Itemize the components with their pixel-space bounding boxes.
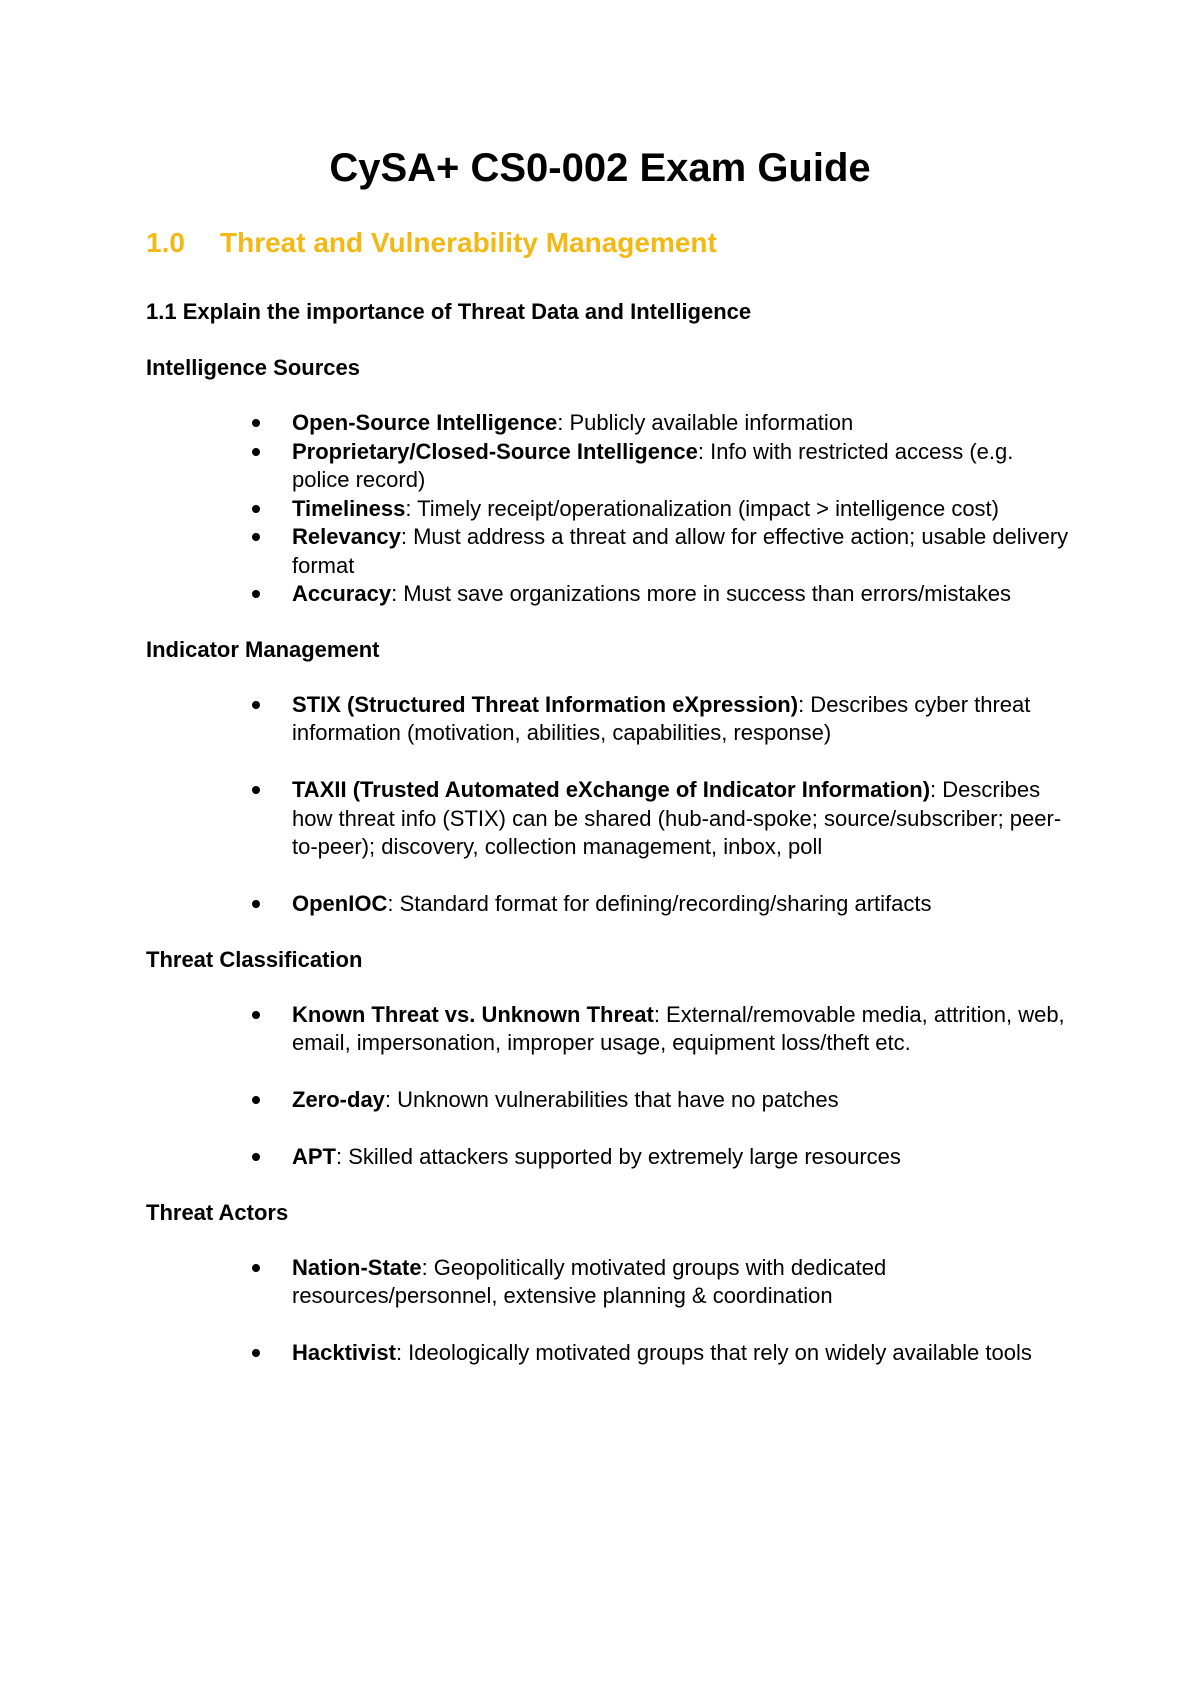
item-description: : Unknown vulnerabilities that have no patches	[384, 1087, 839, 1112]
list-item	[146, 438, 1072, 495]
subsection-heading: 1.1 Explain the importance of Threat Data and Intelligence	[146, 299, 752, 324]
item-description: : Ideologically motivated groups that rely on widely available tools	[395, 1340, 1032, 1365]
item-term: TAXII (Trusted Automated eXchange of Indicator Information)	[292, 777, 931, 802]
item-description: : Standard format for defining/recording/sharing artifacts	[387, 891, 932, 916]
item-term: APT	[292, 1144, 336, 1169]
item-term: Relevancy	[292, 524, 401, 549]
list-item	[146, 1254, 1072, 1311]
item-description: : Skilled attackers supported by extremely large resources	[336, 1144, 901, 1169]
item-description: : Info with restricted access (e.g. police record)	[292, 438, 1014, 492]
item-term: Accuracy	[292, 581, 392, 606]
list-item	[146, 1143, 1072, 1172]
list-indicator-management	[146, 691, 1076, 919]
item-term: Timeliness	[292, 495, 406, 521]
list-threat-classification	[146, 1001, 1076, 1172]
bullet-icon	[252, 786, 260, 794]
item-description: : Publicly available information	[557, 410, 854, 435]
group-title-intelligence-sources: Intelligence Sources	[146, 355, 360, 380]
bullet-icon	[252, 448, 260, 456]
bullet-icon	[252, 1153, 260, 1161]
group-title-indicator-management: Indicator Management	[146, 636, 380, 662]
list-item	[146, 691, 1072, 748]
bullet-icon	[252, 1011, 260, 1019]
group-title-threat-actors: Threat Actors	[146, 1199, 289, 1225]
item-term: Hacktivist	[292, 1340, 396, 1365]
list-item	[146, 1086, 1072, 1115]
bullet-icon	[252, 701, 260, 709]
item-description: : External/removable media, attrition, web, email, impersonation, improper usage, equipment loss/theft etc.	[292, 1001, 1065, 1055]
list-item	[146, 580, 1072, 609]
item-description: : Describes cyber threat information (motivation, abilities, capabilities, response)	[292, 691, 1031, 745]
list-item	[146, 1339, 1072, 1368]
item-description: : Describes how threat info (STIX) can be shared (hub-and-spoke; source/subscriber; peer-to-peer); discovery, collection management, inbox, poll	[292, 777, 1062, 859]
item-term: Zero-day	[292, 1087, 385, 1112]
list-item	[146, 523, 1072, 580]
item-term: OpenIOC	[292, 891, 388, 916]
item-term: Nation-State	[292, 1254, 422, 1280]
section-number: 1.0	[146, 227, 185, 258]
item-description: : Geopolitically motivated groups with dedicated resources/personnel, extensive planning & coordination	[292, 1254, 887, 1308]
list-item	[146, 409, 1072, 438]
bullet-icon	[252, 1264, 260, 1272]
bullet-icon	[252, 419, 260, 427]
item-description: : Timely receipt/operationalization (impact > intelligence cost)	[405, 495, 999, 521]
group-title-threat-classification: Threat Classification	[146, 946, 363, 972]
bullet-icon	[252, 1096, 260, 1104]
document-title: CySA+ CS0-002 Exam Guide	[329, 146, 871, 190]
content-body	[146, 354, 1076, 1395]
bullet-icon	[252, 590, 260, 598]
item-description: : Must address a threat and allow for effective action; usable delivery format	[292, 524, 1069, 578]
item-term: Proprietary/Closed-Source Intelligence	[292, 438, 698, 464]
bullet-icon	[252, 900, 260, 908]
list-item	[146, 1001, 1072, 1058]
list-threat-actors	[146, 1254, 1076, 1368]
item-term: STIX (Structured Threat Information eXpression)	[292, 691, 799, 717]
bullet-icon	[252, 1349, 260, 1357]
list-item	[146, 495, 1072, 524]
item-description: : Must save organizations more in success than errors/mistakes	[391, 581, 1011, 606]
list-item	[146, 890, 1072, 919]
list-item	[146, 776, 1072, 862]
bullet-icon	[252, 505, 260, 513]
item-term: Known Threat vs. Unknown Threat	[292, 1001, 654, 1027]
list-intelligence-sources	[146, 409, 1076, 609]
section-title: Threat and Vulnerability Management	[220, 227, 717, 258]
bullet-icon	[252, 533, 260, 541]
item-term: Open-Source Intelligence	[292, 410, 558, 435]
section-heading	[146, 225, 717, 261]
